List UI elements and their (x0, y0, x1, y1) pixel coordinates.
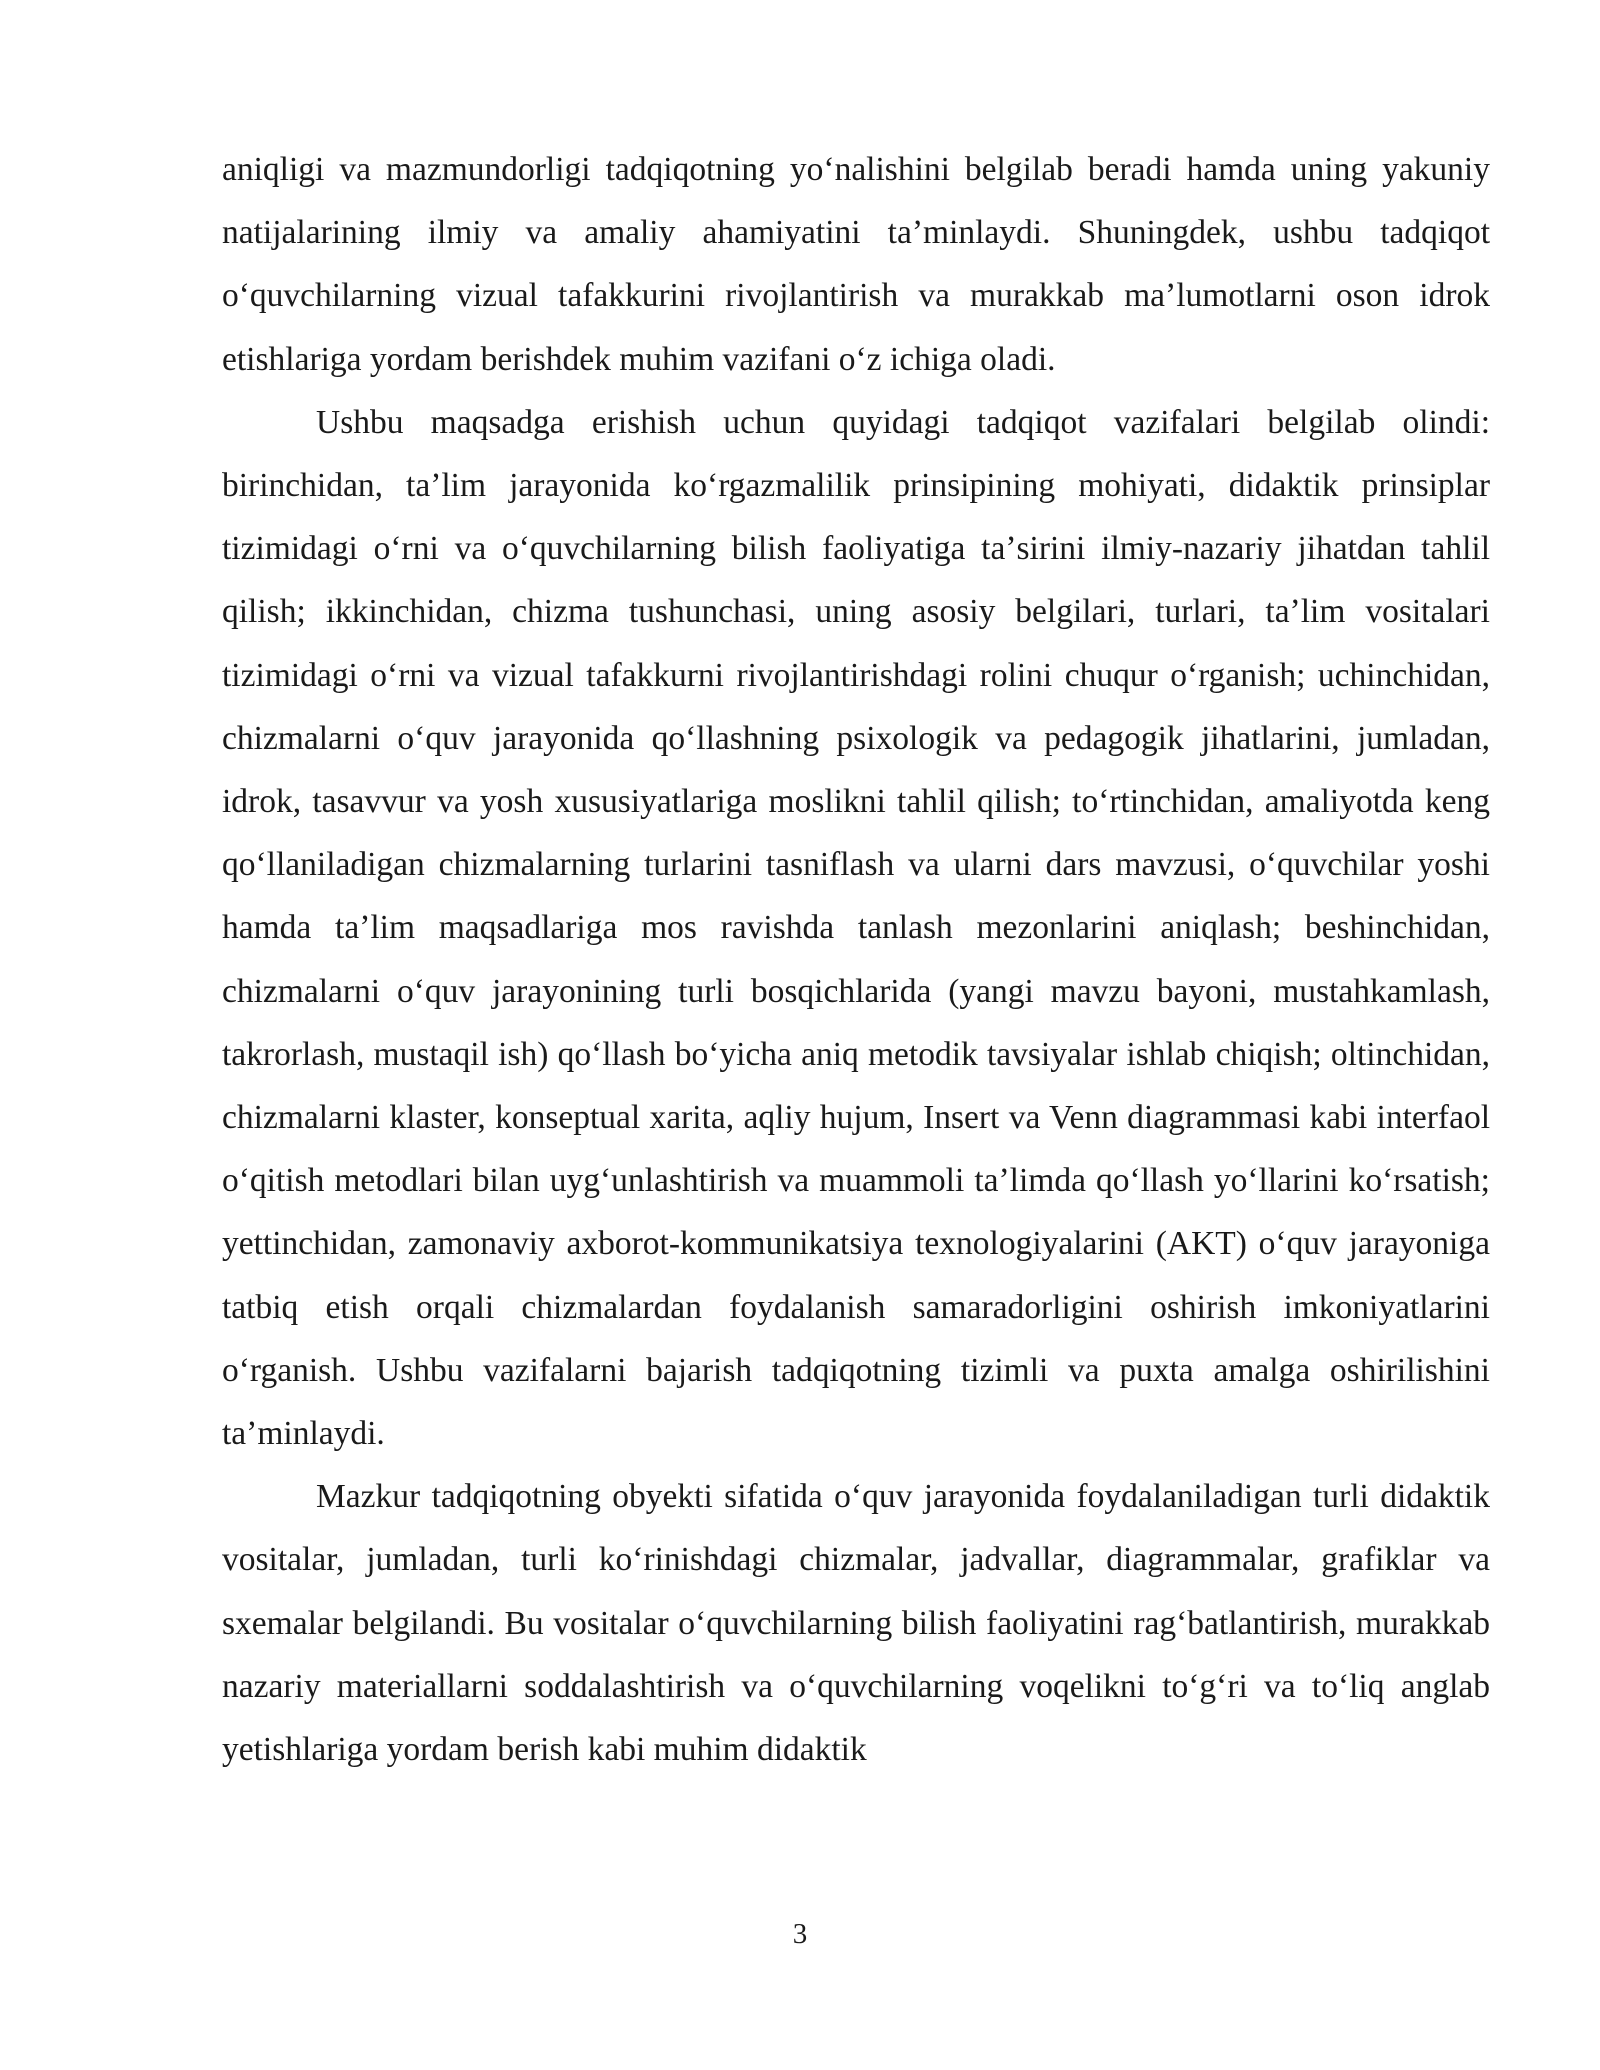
body-text (222, 138, 1490, 1781)
paragraph-research-tasks: Ushbu maqsadga erishish uchun quyidagi tadqiqot vazifalari belgilab olindi: birinchidan, taʼlim jarayonida koʻrgazmalilik prinsipining mohiyati, didaktik prinsiplar tizimidagi oʻrni va oʻquvchilarning bilish faoliyatiga taʼsirini ilmiy-nazariy jihatdan tahlil qilish; ikkinchidan, chizma tushunchasi, uning asosiy belgilari, turlari, taʼlim vositalari tizimidagi oʻrni va vizual tafakkurni rivojlantirishdagi rolini chuqur oʻrganish; uchinchidan, chizmalarni oʻquv jarayonida qoʻllashning psixologik va pedagogik jihatlarini, jumladan, idrok, tasavvur va yosh xususiyatlariga moslikni tahlil qilish; toʻrtinchidan, amaliyotda keng qoʻllaniladigan chizmalarning turlarini tasniflash va ularni dars mavzusi, oʻquvchilar yoshi hamda taʼlim maqsadlariga mos ravishda tanlash mezonlarini aniqlash; beshinchidan, chizmalarni oʻquv jarayonining turli bosqichlarida (yangi mavzu bayoni, mustahkamlash, takrorlash, mustaqil ish) qoʻllash boʻyicha aniq metodik tavsiyalar ishlab chiqish; oltinchidan, chizmalarni klaster, konseptual xarita, aqliy hujum, Insert va Venn diagrammasi kabi interfaol oʻqitish metodlari bilan uygʻunlashtirish va muammoli taʼlimda qoʻllash yoʻllarini koʻrsatish; yettinchidan, zamonaviy axborot-kommunikatsiya texnologiyalarini (AKT) oʻquv jarayoniga tatbiq etish orqali chizmalardan foydalanish samaradorligini oshirish imkoniyatlarini oʻrganish. Ushbu vazifalarni bajarish tadqiqotning tizimli va puxta amalga oshirilishini taʼminlaydi. (222, 403, 1490, 1453)
paragraph-continuation: aniqligi va mazmundorligi tadqiqotning yoʻnalishini belgilab beradi hamda uning yakuniy natijalarining ilmiy va amaliy ahamiyatini taʼminlaydi. Shuningdek, ushbu tadqiqot oʻquvchilarning vizual tafakkurini rivojlantirish va murakkab maʼlumotlarni oson idrok etishlariga yordam berishdek muhim vazifani oʻz ichiga oladi. (222, 151, 1490, 378)
paragraph-research-object: Mazkur tadqiqotning obyekti sifatida oʻquv jarayonida foydalaniladigan turli didaktik vositalar, jumladan, turli koʻrinishdagi chizmalar, jadvallar, diagrammalar, grafiklar va sxemalar belgilandi. Bu vositalar oʻquvchilarning bilish faoliyatini ragʻbatlantirish, murakkab nazariy materiallarni soddalashtirish va oʻquvchilarning voqelikni toʻgʻri va toʻliq anglab yetishlariga yordam berish kabi muhim didaktik (222, 1478, 1490, 1769)
page-number: 3 (792, 1918, 808, 1950)
